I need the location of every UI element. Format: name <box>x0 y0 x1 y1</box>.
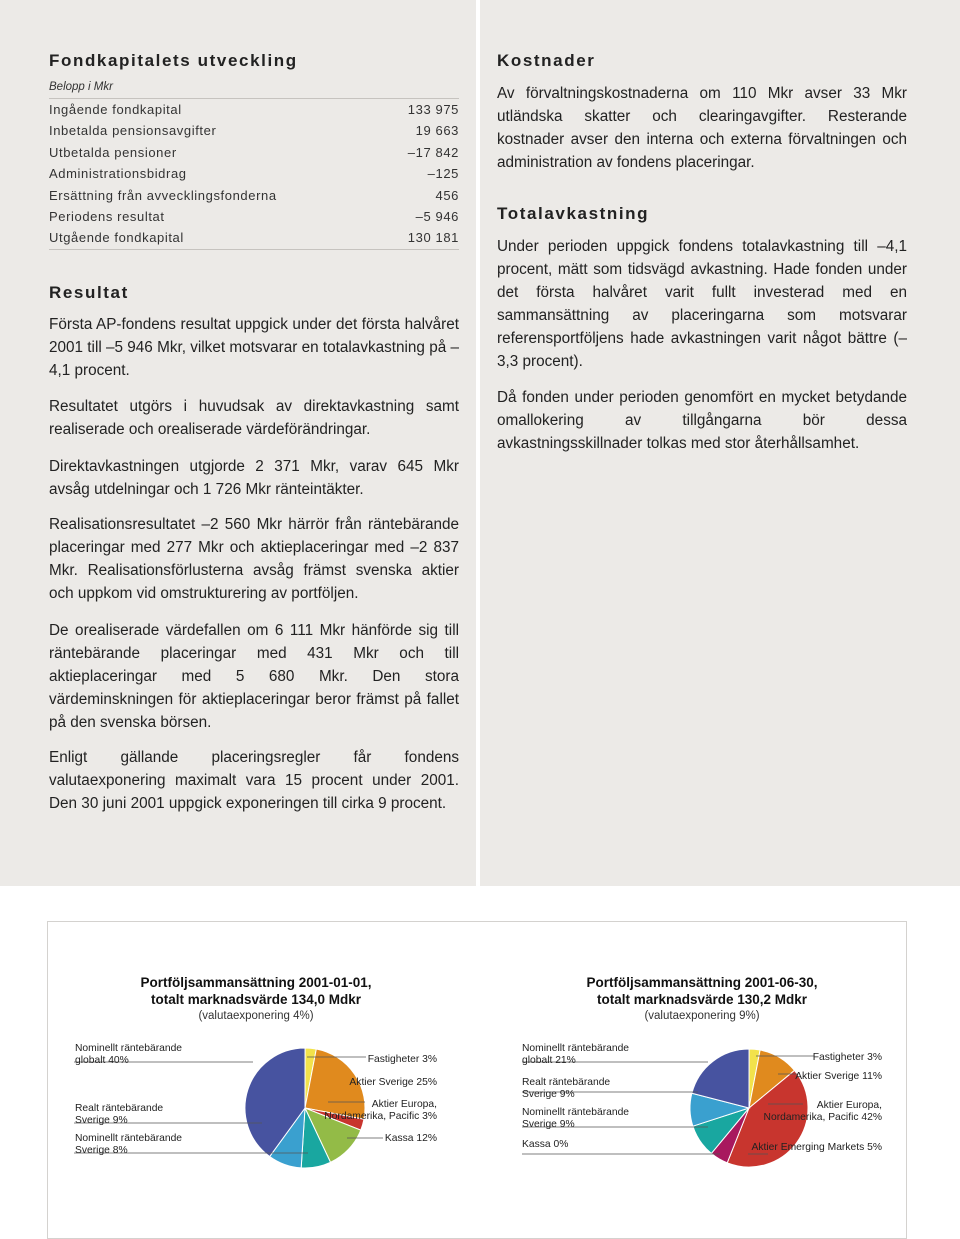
label-line: Nominellt räntebärande <box>75 1133 183 1144</box>
kostnader-heading: Kostnader <box>497 51 596 70</box>
row-label: Inbetalda pensionsavgifter <box>49 123 217 139</box>
fond-table <box>49 98 459 250</box>
chart2-subtitle: (valutaexponering 9%) <box>644 1010 760 1022</box>
row-value: 19 663 <box>415 123 459 139</box>
resultat-paragraph: Enligt gällande placeringsregler får fondens valutaexponering maximalt vara 15 procent under 2001. Den 30 juni 2001 uppgick exponeringen till cirka 9 procent. <box>49 749 459 812</box>
label-line: Realt räntebärande <box>522 1077 611 1088</box>
table-row <box>49 99 459 120</box>
label-line: Sverige 9% <box>75 1115 128 1126</box>
row-value: –17 842 <box>407 144 459 160</box>
resultat-paragraph: Resultatet utgörs i huvudsak av direktavkastning samt realiserade och orealiserade värdeförändringar. <box>49 398 459 438</box>
label-line: Nordamerika, Pacific 42% <box>763 1112 882 1123</box>
label-line: Nominellt räntebärande <box>522 1107 630 1118</box>
chart2-label-emerging: Aktier Emerging Markets 5% <box>751 1142 882 1153</box>
row-value: 456 <box>435 187 459 203</box>
fond-heading: Fondkapitalets utveckling <box>49 51 298 70</box>
chart1-label-nom-globalt <box>75 1043 182 1067</box>
resultat-paragraph: Första AP-fondens resultat uppgick under det första halvåret 2001 till –5 946 Mkr, vilket motsvarar en totalavkastning på –4,1 procent. <box>49 316 459 379</box>
label-line: Sverige 8% <box>75 1145 128 1156</box>
chart2-label-nom-sverige <box>522 1107 629 1131</box>
chart2-label-aktier-europa <box>742 1100 882 1124</box>
label-line: Nominellt räntebärande <box>522 1043 630 1054</box>
label-line: Sverige 9% <box>522 1119 575 1130</box>
resultat-paragraph: Direktavkastningen utgjorde 2 371 Mkr, varav 645 Mkr avsåg utdelningar och 1 726 Mkr ränteintäkter. <box>49 458 459 498</box>
resultat-paragraph: Realisationsresultatet –2 560 Mkr härrör från räntebärande placeringar med 277 Mkr och aktieplaceringar med –2 837 Mkr. Realisationsförlusterna avsåg främst svenska aktier och uppkom vid omstrukturering av portföljen. <box>49 516 459 602</box>
chart1-label-aktier-europa <box>307 1099 437 1123</box>
chart1-label-fastigheter: Fastigheter 3% <box>367 1054 437 1065</box>
label-line: Aktier Europa, <box>816 1100 882 1111</box>
table-row <box>49 163 459 184</box>
chart1-title-line1: Portföljsammansättning 2001-01-01, <box>140 975 372 990</box>
label-line: globalt 21% <box>522 1055 576 1066</box>
totalavkastning-paragraph: Under perioden uppgick fondens totalavkastning till –4,1 procent, mätt som tidsvägd avkastning. Hade fonden under det första halvåret varit fullt investerad med en sammansättning av placeringarna som motsvarar referensportföljens hade avkastningen varit något bättre (–3,3 procent). <box>497 238 907 370</box>
chart-panel <box>47 921 907 1239</box>
chart1-label-aktier-sverige: Aktier Sverige 25% <box>349 1077 437 1088</box>
label-line: Nordamerika, Pacific 3% <box>324 1111 437 1122</box>
chart1-title-line2: totalt marknadsvärde 134,0 Mdkr <box>150 992 362 1007</box>
label-line: Aktier Europa, <box>371 1099 437 1110</box>
row-value: –5 946 <box>415 208 459 224</box>
chart2-label-nom-globalt <box>522 1043 629 1067</box>
chart2-title-line1: Portföljsammansättning 2001-06-30, <box>586 975 818 990</box>
row-label: Utbetalda pensioner <box>49 144 177 160</box>
table-row <box>49 142 459 163</box>
label-line: Sverige 9% <box>522 1089 575 1100</box>
chart1-label-nom-sverige <box>75 1133 182 1157</box>
totalavkastning-heading: Totalavkastning <box>497 204 650 223</box>
label-line: Nominellt räntebärande <box>75 1043 183 1054</box>
chart2-label-realt <box>522 1077 610 1101</box>
resultat-paragraph: De orealiserade värdefallen om 6 111 Mkr hänförde sig till räntebärande placeringar med 431 Mkr och till aktieplaceringar med 5 680 Mkr. Den stora värdeminskningen för aktieplaceringar beror främst på fallet på den svenska börsen. <box>49 622 459 731</box>
table-row <box>49 227 459 249</box>
row-label: Utgående fondkapital <box>49 230 184 246</box>
chart1-label-realt <box>75 1103 163 1127</box>
chart2-label-kassa: Kassa 0% <box>522 1139 569 1150</box>
row-label: Ingående fondkapital <box>49 102 182 117</box>
row-label: Periodens resultat <box>49 208 165 224</box>
label-line: globalt 40% <box>75 1055 129 1066</box>
row-value: 133 975 <box>407 102 459 117</box>
totalavkastning-paragraph: Då fonden under perioden genomfört en mycket betydande omallokering av tillgångarna bör dessa avkastningsskillnader tolkas med stor återhållsamhet. <box>497 389 907 452</box>
table-row <box>49 185 459 206</box>
row-value: –125 <box>427 166 459 182</box>
resultat-heading: Resultat <box>49 283 129 302</box>
chart2-label-fastigheter: Fastigheter 3% <box>812 1052 882 1063</box>
row-value: 130 181 <box>407 230 459 246</box>
unit-label: Belopp i Mkr <box>49 81 113 93</box>
row-label: Administrationsbidrag <box>49 166 187 182</box>
chart1-label-kassa: Kassa 12% <box>384 1133 437 1144</box>
chart1-subtitle: (valutaexponering 4%) <box>198 1010 314 1022</box>
chart2-label-aktier-sverige: Aktier Sverige 11% <box>795 1071 882 1082</box>
row-label: Ersättning från avvecklingsfonderna <box>49 187 277 203</box>
chart2-title-line2: totalt marknadsvärde 130,2 Mdkr <box>596 992 808 1007</box>
table-row <box>49 120 459 141</box>
label-line: Realt räntebärande <box>75 1103 164 1114</box>
kostnader-paragraph: Av förvaltningskostnaderna om 110 Mkr avser 33 Mkr utländska skatter och clearingavgifter. Resterande kostnader avser den interna och externa förvaltningen och administration av fondens placeringar. <box>497 85 907 171</box>
table-row <box>49 206 459 227</box>
